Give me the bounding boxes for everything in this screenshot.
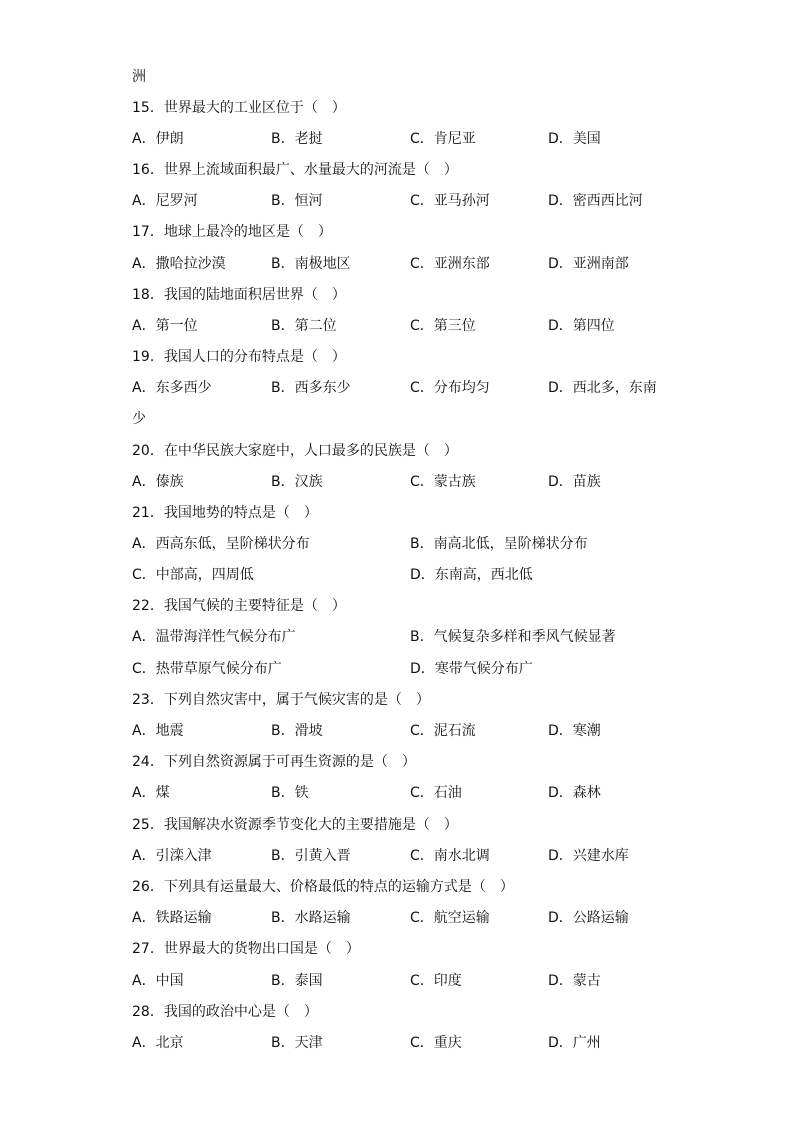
q28-option-a: A．北京: [132, 1035, 184, 1051]
q21-option-a: A．西高东低，呈阶梯状分布: [132, 536, 310, 552]
question-16: 16．世界上流域面积最广、水量最大的河流是（ ）: [132, 162, 458, 178]
q18-option-a: A．第一位: [132, 318, 198, 334]
question-25: 25．我国解决水资源季节变化大的主要措施是（ ）: [132, 817, 458, 833]
q18-option-d: D．第四位: [548, 318, 615, 334]
q17-option-c: C．亚洲东部: [410, 256, 490, 272]
q15-option-d: D．美国: [548, 131, 601, 147]
q16-option-c: C．亚马孙河: [410, 193, 490, 209]
q25-option-c: C．南水北调: [410, 848, 490, 864]
q23-option-a: A．地震: [132, 723, 184, 739]
q25-option-a: A．引滦入津: [132, 848, 212, 864]
question-20: 20．在中华民族大家庭中，人口最多的民族是（ ）: [132, 443, 458, 459]
q16-option-d: D．密西西比河: [548, 193, 643, 209]
q24-option-c: C．石油: [410, 785, 462, 801]
q25-option-d: D．兴建水库: [548, 848, 629, 864]
question-24: 24．下列自然资源属于可再生资源的是（ ）: [132, 754, 416, 770]
q20-option-a: A．傣族: [132, 474, 184, 490]
q19-option-b: B．西多东少: [271, 380, 351, 396]
q19-option-c: C．分布均匀: [410, 380, 490, 396]
q28-option-b: B．天津: [271, 1035, 323, 1051]
q20-option-c: C．蒙古族: [410, 474, 476, 490]
q20-option-b: B．汉族: [271, 474, 323, 490]
q24-option-b: B．铁: [271, 785, 309, 801]
question-23: 23．下列自然灾害中，属于气候灾害的是（ ）: [132, 692, 430, 708]
question-17: 17．地球上最冷的地区是（ ）: [132, 224, 332, 240]
q20-option-d: D．苗族: [548, 474, 601, 490]
question-22: 22．我国气候的主要特征是（ ）: [132, 598, 346, 614]
q21-option-c: C．中部高，四周低: [132, 567, 254, 583]
question-28: 28．我国的政治中心是（ ）: [132, 1004, 318, 1020]
q15-option-c: C．肯尼亚: [410, 131, 476, 147]
q18-option-c: C．第三位: [410, 318, 476, 334]
q22-option-c: C．热带草原气候分布广: [132, 661, 282, 677]
q26-option-b: B．水路运输: [271, 910, 351, 926]
question-26: 26．下列具有运量最大、价格最低的特点的运输方式是（ ）: [132, 879, 514, 895]
q16-option-a: A．尼罗河: [132, 193, 198, 209]
q22-option-b: B．气候复杂多样和季风气候显著: [410, 629, 616, 645]
q26-option-a: A．铁路运输: [132, 910, 212, 926]
q17-option-d: D．亚洲南部: [548, 256, 629, 272]
q17-option-b: B．南极地区: [271, 256, 351, 272]
q21-option-b: B．南高北低，呈阶梯状分布: [410, 536, 588, 552]
q28-option-d: D．广州: [548, 1035, 601, 1051]
q18-option-b: B．第二位: [271, 318, 337, 334]
q17-option-a: A．撒哈拉沙漠: [132, 256, 226, 272]
question-27: 27．世界最大的货物出口国是（ ）: [132, 941, 360, 957]
q23-option-b: B．滑坡: [271, 723, 323, 739]
q24-option-d: D．森林: [548, 785, 601, 801]
q24-option-a: A．煤: [132, 785, 170, 801]
q28-option-c: C．重庆: [410, 1035, 462, 1051]
q27-option-a: A．中国: [132, 973, 184, 989]
question-18: 18．我国的陆地面积居世界（ ）: [132, 287, 346, 303]
q19-option-d-continued: 少: [132, 411, 146, 427]
q25-option-b: B．引黄入晋: [271, 848, 351, 864]
q22-option-d: D．寒带气候分布广: [410, 661, 533, 677]
q22-option-a: A．温带海洋性气候分布广: [132, 629, 296, 645]
q19-option-a: A．东多西少: [132, 380, 212, 396]
question-21: 21．我国地势的特点是（ ）: [132, 505, 318, 521]
q27-option-b: B．泰国: [271, 973, 323, 989]
continued-text: 洲: [132, 69, 146, 85]
q23-option-d: D．寒潮: [548, 723, 601, 739]
q23-option-c: C．泥石流: [410, 723, 476, 739]
q26-option-c: C．航空运输: [410, 910, 490, 926]
q21-option-d: D．东南高，西北低: [410, 567, 533, 583]
question-19: 19．我国人口的分布特点是（ ）: [132, 349, 346, 365]
q26-option-d: D．公路运输: [548, 910, 629, 926]
q15-option-b: B．老挝: [271, 131, 323, 147]
q16-option-b: B．恒河: [271, 193, 323, 209]
q15-option-a: A．伊朗: [132, 131, 184, 147]
q27-option-d: D．蒙古: [548, 973, 601, 989]
q19-option-d: D．西北多，东南: [548, 380, 657, 396]
question-15: 15．世界最大的工业区位于（ ）: [132, 100, 346, 116]
q27-option-c: C．印度: [410, 973, 462, 989]
